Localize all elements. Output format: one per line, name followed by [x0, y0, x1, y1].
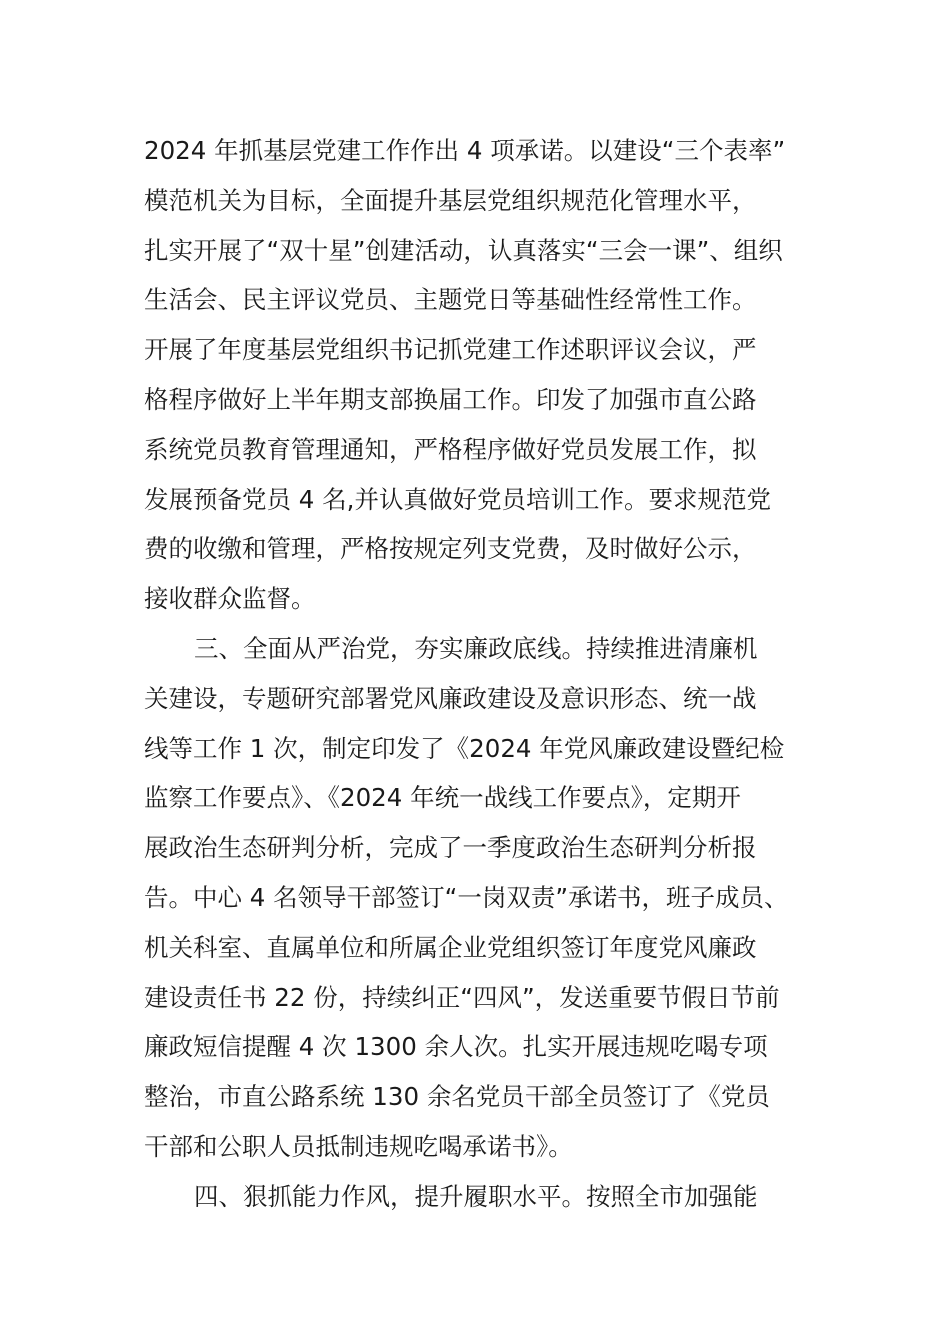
text-line: 展政治生态研判分析，完成了一季度政治生态研判分析报	[144, 833, 757, 863]
text-line: 整治，市直公路系统 130 余名党员干部全员签订了《党员	[144, 1082, 770, 1112]
text-line: 2024 年抓基层党建工作作出 4 项承诺。以建设“三个表率”	[144, 136, 786, 165]
text-line: 建设责任书 22 份，持续纠正“四风”，发送重要节假日节前	[144, 982, 780, 1012]
text-line: 接收群众监督。	[144, 584, 316, 614]
text-line: 生活会、民主评议党员、主题党日等基础性经常性工作。	[144, 285, 757, 315]
text-line: 告。中心 4 名领导干部签订“一岗双责”承诺书，班子成员、	[144, 882, 789, 912]
text-line: 关建设，专题研究部署党风廉政建设及意识形态、统一战	[144, 683, 757, 713]
text-line: 机关科室、直属单位和所属企业党组织签订年度党风廉政	[144, 932, 757, 962]
text-line: 开展了年度基层党组织书记抓党建工作述职评议会议，严	[144, 335, 757, 365]
section-heading-line: 三、全面从严治党，夯实廉政底线。持续推进清廉机	[194, 633, 758, 663]
text-line: 系统党员教育管理通知，严格程序做好党员发展工作，拟	[144, 434, 757, 464]
text-line: 线等工作 1 次，制定印发了《2024 年党风廉政建设暨纪检	[144, 733, 785, 763]
text-line: 干部和公职人员抵制违规吃喝承诺书》。	[144, 1131, 573, 1161]
text-line: 扎实开展了“双十星”创建活动，认真落实“三会一课”、组织	[144, 235, 783, 265]
text-line: 监察工作要点》、《2024 年统一战线工作要点》，定期开	[144, 783, 741, 813]
body-text	[144, 126, 814, 1222]
section-heading-line: 四、狠抓能力作风，提升履职水平。按照全市加强能	[194, 1181, 758, 1211]
text-line: 廉政短信提醒 4 次 1300 余人次。扎实开展违规吃喝专项	[144, 1032, 768, 1062]
text-line: 发展预备党员 4 名,并认真做好党员培训工作。要求规范党	[144, 484, 771, 514]
text-line: 格程序做好上半年期支部换届工作。印发了加强市直公路	[144, 384, 757, 414]
text-line: 费的收缴和管理，严格按规定列支党费，及时做好公示，	[144, 534, 757, 564]
text-line: 模范机关为目标，全面提升基层党组织规范化管理水平，	[144, 185, 757, 215]
